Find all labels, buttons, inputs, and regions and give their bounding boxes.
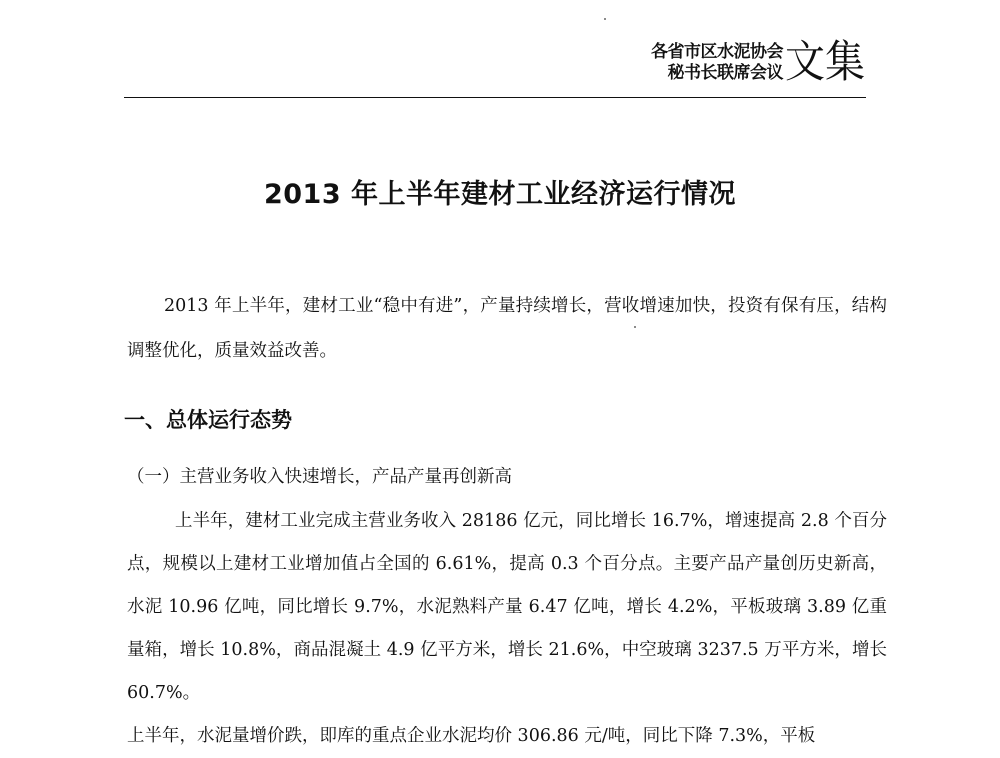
header-line-2: 秘书长联席会议 [667,63,783,83]
scan-speck [634,326,636,328]
header-line-1: 各省市区水泥协会 [651,42,783,62]
body-paragraph-2-text: 上半年，水泥量增价跌，即库的重点企业水泥均价 306.86 元/吨，同比下降 7.3%，平板 [127,726,816,746]
subsection-heading-revenue: （一）主营业务收入快速增长，产品产量再创新高 [127,467,512,487]
body-paragraph-revenue [127,500,887,746]
body-paragraph-1-text: 上半年，建材工业完成主营业务收入 28186 亿元，同比增长 16.7%，增速提高 2.8 个百分点，规模以上建材工业增加值占全国的 6.61%，提高 0.3 个百分点。主要产品产量创历史新高，水泥 10.96 亿吨，同比增长 9.7%，水泥熟料产量 6.47 亿吨，增长 4.2%，平板玻璃 3.89 亿重量箱，增长 10.8%，商品混凝土 4.9 亿平方米，增长 21.6%，中空玻璃 3237.5 万平方米，增长 60.7%。 [127,511,887,703]
header-text-lines [651,42,783,84]
section-heading-overall: 一、总体运行态势 [124,408,292,432]
publication-header [651,36,865,88]
scan-speck [604,18,606,20]
header-divider [124,97,866,98]
document-title: 2013 年上半年建材工业经济运行情况 [263,179,737,210]
header-collection-label: 文集 [785,36,865,88]
intro-paragraph: 2013 年上半年，建材工业“稳中有进”，产量持续增长，营收增速加快，投资有保有压，结构调整优化，质量效益改善。 [127,296,887,361]
